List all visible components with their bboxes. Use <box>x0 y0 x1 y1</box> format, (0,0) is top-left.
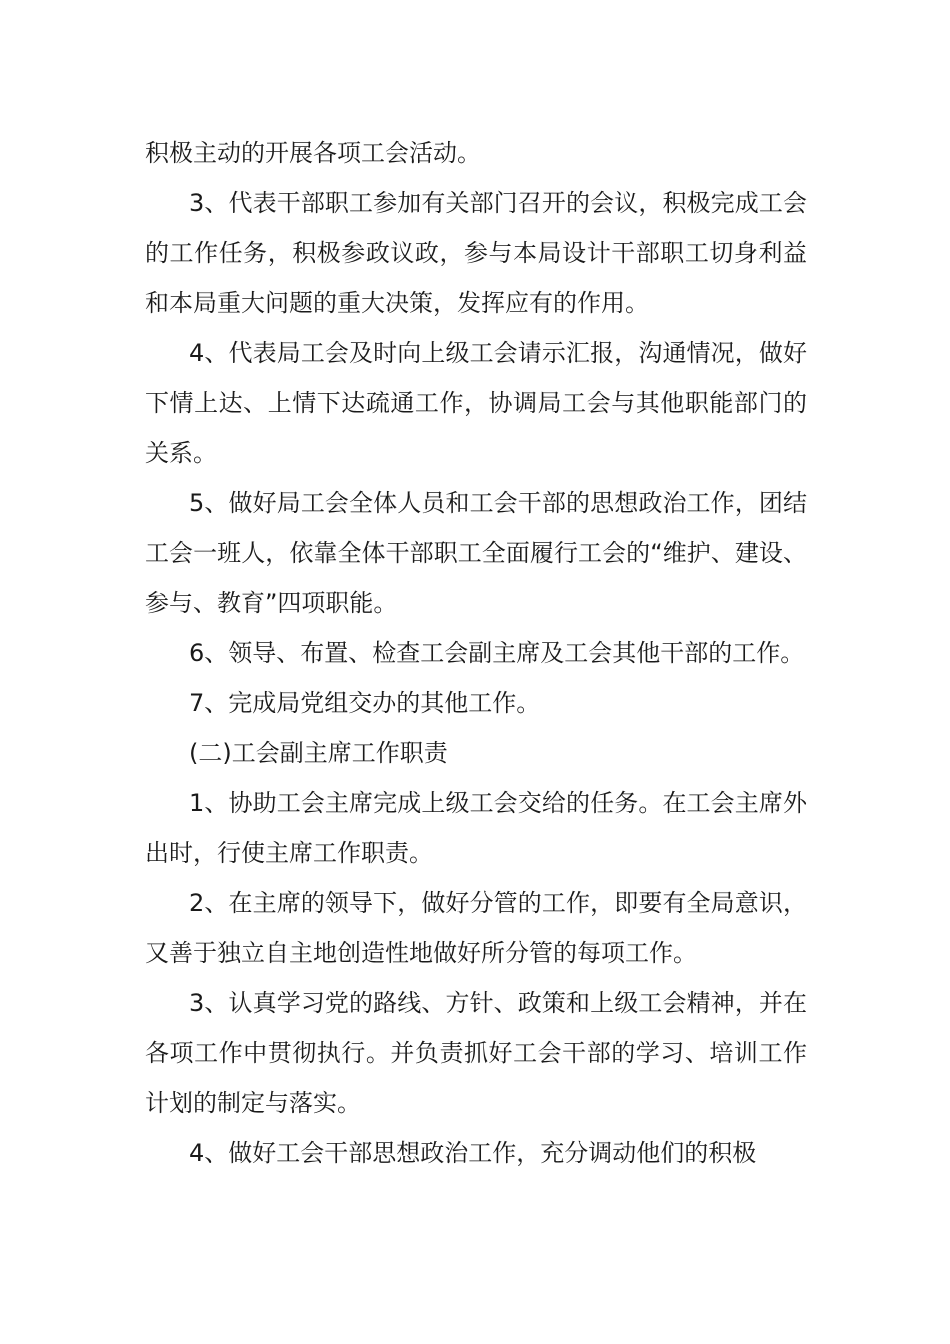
paragraph-vice-item-4: 4、做好工会干部思想政治工作，充分调动他们的积极 <box>189 1139 757 1167</box>
paragraph-vice-item-3: 3、认真学习党的路线、方针、政策和上级工会精神，并在各项工作中贯彻执行。并负责抓好工会干部的学习、培训工作计划的制定与落实。 <box>145 989 807 1117</box>
paragraph-item-7: 7、完成局党组交办的其他工作。 <box>189 689 541 717</box>
section-heading: (二)工会副主席工作职责 <box>189 739 448 767</box>
paragraph-vice-item-1: 1、协助工会主席完成上级工会交给的任务。在工会主席外出时，行使主席工作职责。 <box>145 789 807 867</box>
paragraph-item-4: 4、代表局工会及时向上级工会请示汇报，沟通情况，做好下情上达、上情下达疏通工作，协调局工会与其他职能部门的关系。 <box>145 339 807 467</box>
paragraph-item-5: 5、做好局工会全体人员和工会干部的思想政治工作，团结工会一班人，依靠全体干部职工全面履行工会的“维护、建设、参与、教育”四项职能。 <box>145 489 807 617</box>
document-body <box>145 128 807 1178</box>
paragraph-item-6: 6、领导、布置、检查工会副主席及工会其他干部的工作。 <box>189 639 805 667</box>
paragraph-item-3: 3、代表干部职工参加有关部门召开的会议，积极完成工会的工作任务，积极参政议政，参与本局设计干部职工切身利益和本局重大问题的重大决策，发挥应有的作用。 <box>145 189 807 317</box>
paragraph-vice-item-2: 2、在主席的领导下，做好分管的工作，即要有全局意识，又善于独立自主地创造性地做好所分管的每项工作。 <box>145 889 807 967</box>
paragraph-continuation: 积极主动的开展各项工会活动。 <box>145 139 481 167</box>
